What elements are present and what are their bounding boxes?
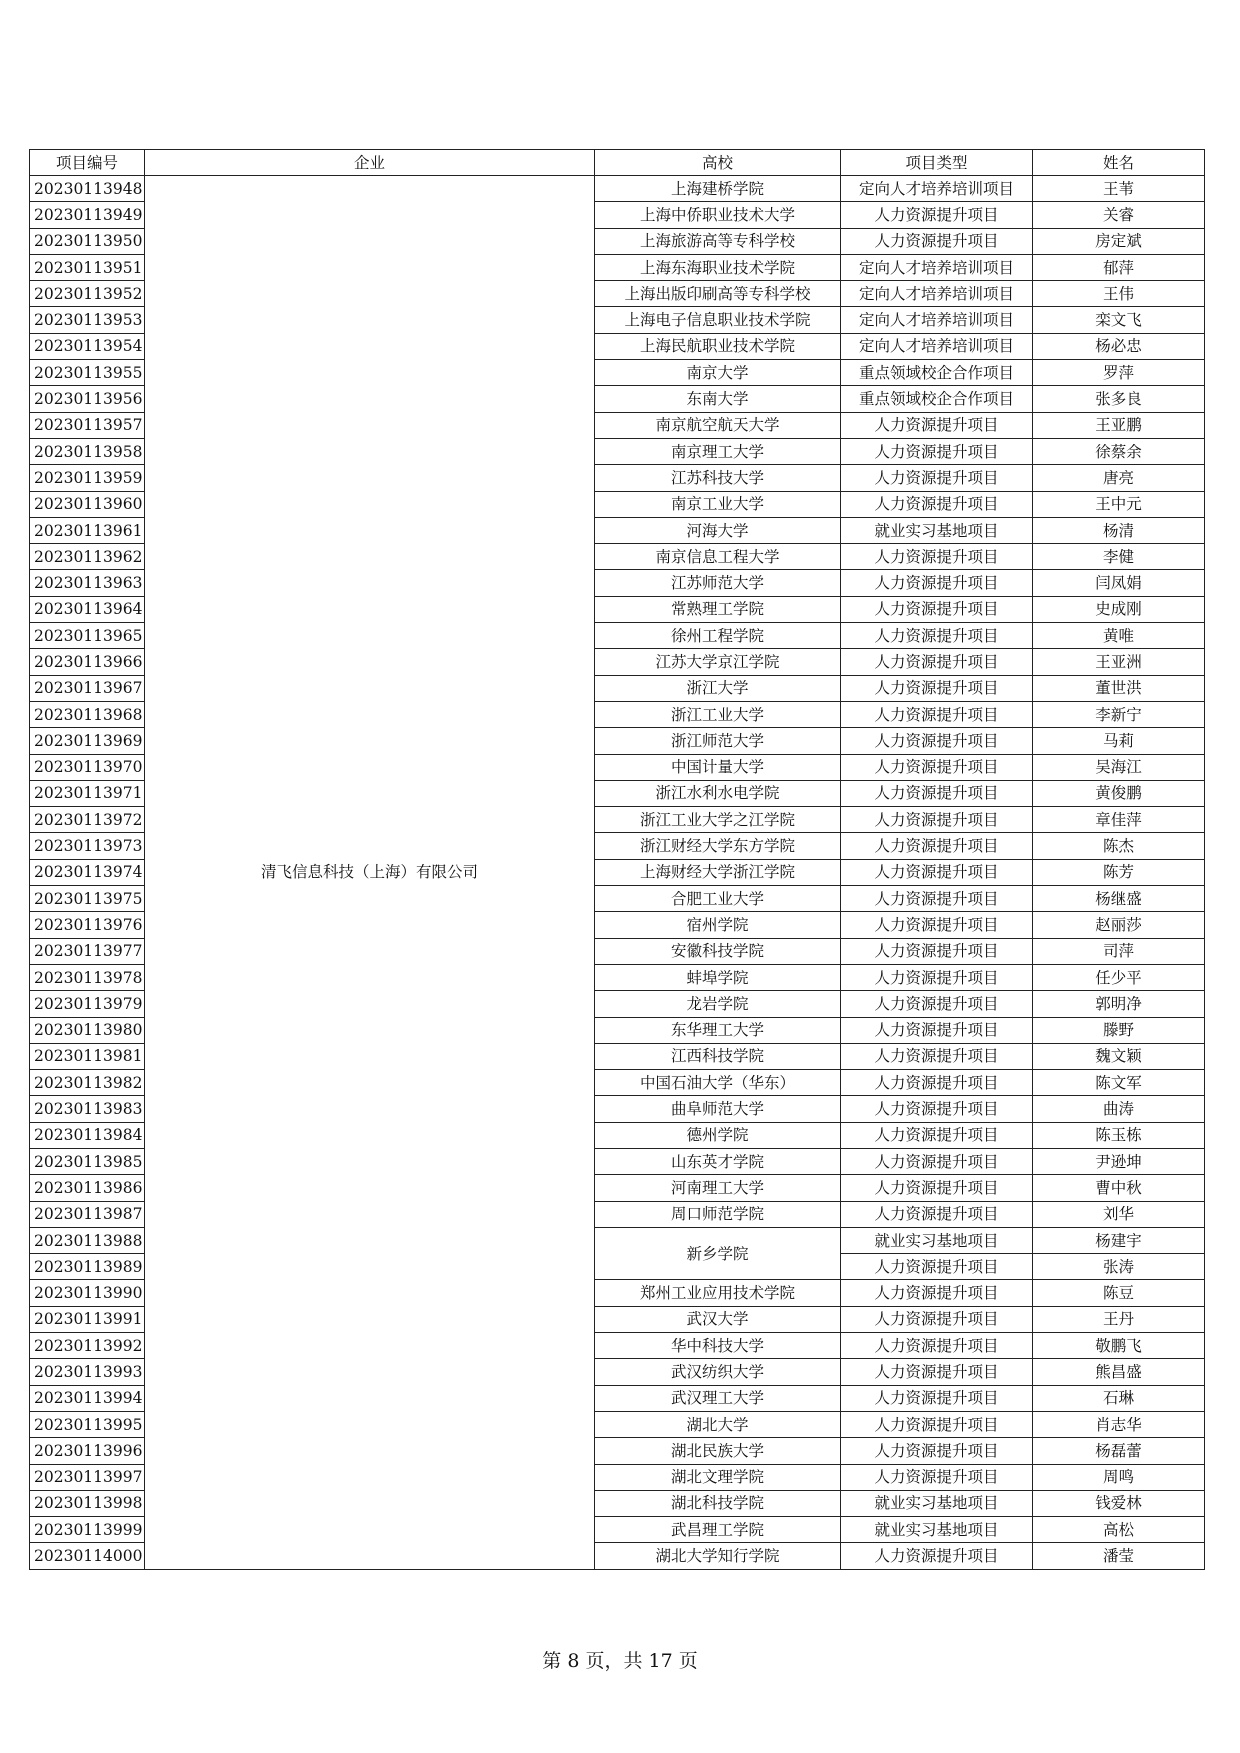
table-header-row (30, 150, 1205, 176)
project-type-cell: 人力资源提升项目 (841, 1201, 1033, 1227)
project-type-cell: 人力资源提升项目 (841, 675, 1033, 701)
person-name-cell: 史成刚 (1033, 596, 1205, 622)
project-type-cell: 人力资源提升项目 (841, 1411, 1033, 1437)
school-cell: 湖北大学 (595, 1411, 841, 1437)
project-id-cell: 20230113964 (30, 596, 145, 622)
project-id-cell: 20230113994 (30, 1385, 145, 1411)
person-name-cell: 王亚鹏 (1033, 412, 1205, 438)
person-name-cell: 赵丽莎 (1033, 912, 1205, 938)
school-cell: 湖北大学知行学院 (595, 1543, 841, 1569)
school-cell: 东华理工大学 (595, 1017, 841, 1043)
person-name-cell: 郭明净 (1033, 991, 1205, 1017)
project-type-cell: 定向人才培养培训项目 (841, 307, 1033, 333)
person-name-cell: 王伟 (1033, 281, 1205, 307)
project-id-cell: 20230113948 (30, 176, 145, 202)
header-name: 姓名 (1033, 150, 1205, 176)
project-id-cell: 20230113962 (30, 544, 145, 570)
school-cell: 上海东海职业技术学院 (595, 254, 841, 280)
project-id-cell: 20230113984 (30, 1122, 145, 1148)
project-type-cell: 人力资源提升项目 (841, 1070, 1033, 1096)
school-cell: 德州学院 (595, 1122, 841, 1148)
project-type-cell: 人力资源提升项目 (841, 570, 1033, 596)
school-cell: 常熟理工学院 (595, 596, 841, 622)
school-cell: 上海建桥学院 (595, 176, 841, 202)
project-id-cell: 20230113960 (30, 491, 145, 517)
project-id-cell: 20230113996 (30, 1438, 145, 1464)
project-type-cell: 人力资源提升项目 (841, 1148, 1033, 1174)
person-name-cell: 关睿 (1033, 202, 1205, 228)
person-name-cell: 肖志华 (1033, 1411, 1205, 1437)
header-company: 企业 (145, 150, 595, 176)
school-cell: 南京工业大学 (595, 491, 841, 517)
school-cell: 湖北文理学院 (595, 1464, 841, 1490)
person-name-cell: 杨清 (1033, 517, 1205, 543)
project-id-cell: 20230113979 (30, 991, 145, 1017)
person-name-cell: 陈芳 (1033, 859, 1205, 885)
project-type-cell: 人力资源提升项目 (841, 728, 1033, 754)
person-name-cell: 马莉 (1033, 728, 1205, 754)
person-name-cell: 魏文颖 (1033, 1043, 1205, 1069)
project-id-cell: 20230113997 (30, 1464, 145, 1490)
project-id-cell: 20230113967 (30, 675, 145, 701)
project-type-cell: 人力资源提升项目 (841, 1254, 1033, 1280)
project-type-cell: 人力资源提升项目 (841, 701, 1033, 727)
project-id-cell: 20230113959 (30, 465, 145, 491)
company-cell: 清飞信息科技（上海）有限公司 (145, 176, 595, 1570)
project-type-cell: 定向人才培养培训项目 (841, 254, 1033, 280)
project-type-cell: 人力资源提升项目 (841, 1359, 1033, 1385)
project-type-cell: 人力资源提升项目 (841, 544, 1033, 570)
project-id-cell: 20230113952 (30, 281, 145, 307)
project-type-cell: 人力资源提升项目 (841, 438, 1033, 464)
project-table (29, 149, 1205, 1570)
project-id-cell: 20230113998 (30, 1490, 145, 1516)
project-type-cell: 人力资源提升项目 (841, 1543, 1033, 1569)
school-cell: 合肥工业大学 (595, 886, 841, 912)
person-name-cell: 尹逊坤 (1033, 1148, 1205, 1174)
person-name-cell: 石琳 (1033, 1385, 1205, 1411)
person-name-cell: 杨建宇 (1033, 1227, 1205, 1253)
project-type-cell: 人力资源提升项目 (841, 1175, 1033, 1201)
project-type-cell: 人力资源提升项目 (841, 1438, 1033, 1464)
school-cell: 武汉纺织大学 (595, 1359, 841, 1385)
school-cell: 上海中侨职业技术大学 (595, 202, 841, 228)
school-cell: 浙江工业大学之江学院 (595, 807, 841, 833)
project-id-cell: 20230113985 (30, 1148, 145, 1174)
person-name-cell: 周鸣 (1033, 1464, 1205, 1490)
school-cell: 南京大学 (595, 360, 841, 386)
project-type-cell: 人力资源提升项目 (841, 1280, 1033, 1306)
project-type-cell: 人力资源提升项目 (841, 465, 1033, 491)
school-cell: 郑州工业应用技术学院 (595, 1280, 841, 1306)
project-id-cell: 20230113951 (30, 254, 145, 280)
person-name-cell: 房定斌 (1033, 228, 1205, 254)
school-cell: 武昌理工学院 (595, 1517, 841, 1543)
school-cell: 中国石油大学（华东） (595, 1070, 841, 1096)
project-id-cell: 20230113986 (30, 1175, 145, 1201)
school-cell: 中国计量大学 (595, 754, 841, 780)
project-type-cell: 人力资源提升项目 (841, 596, 1033, 622)
project-id-cell: 20230113992 (30, 1333, 145, 1359)
project-id-cell: 20230113976 (30, 912, 145, 938)
school-cell: 新乡学院 (595, 1227, 841, 1280)
school-cell: 徐州工程学院 (595, 623, 841, 649)
project-id-cell: 20230113995 (30, 1411, 145, 1437)
person-name-cell: 栾文飞 (1033, 307, 1205, 333)
person-name-cell: 王亚洲 (1033, 649, 1205, 675)
project-type-cell: 人力资源提升项目 (841, 886, 1033, 912)
person-name-cell: 黄唯 (1033, 623, 1205, 649)
project-type-cell: 人力资源提升项目 (841, 938, 1033, 964)
project-id-cell: 20230114000 (30, 1543, 145, 1569)
person-name-cell: 曹中秋 (1033, 1175, 1205, 1201)
person-name-cell: 曲涛 (1033, 1096, 1205, 1122)
person-name-cell: 杨继盛 (1033, 886, 1205, 912)
person-name-cell: 李健 (1033, 544, 1205, 570)
project-id-cell: 20230113993 (30, 1359, 145, 1385)
school-cell: 河海大学 (595, 517, 841, 543)
project-type-cell: 人力资源提升项目 (841, 228, 1033, 254)
project-id-cell: 20230113957 (30, 412, 145, 438)
project-type-cell: 定向人才培养培训项目 (841, 176, 1033, 202)
project-id-cell: 20230113958 (30, 438, 145, 464)
project-type-cell: 人力资源提升项目 (841, 991, 1033, 1017)
school-cell: 浙江水利水电学院 (595, 780, 841, 806)
project-id-cell: 20230113968 (30, 701, 145, 727)
person-name-cell: 李新宁 (1033, 701, 1205, 727)
person-name-cell: 高松 (1033, 1517, 1205, 1543)
project-type-cell: 人力资源提升项目 (841, 202, 1033, 228)
person-name-cell: 董世洪 (1033, 675, 1205, 701)
school-cell: 上海旅游高等专科学校 (595, 228, 841, 254)
school-cell: 浙江工业大学 (595, 701, 841, 727)
person-name-cell: 王苇 (1033, 176, 1205, 202)
project-id-cell: 20230113978 (30, 964, 145, 990)
person-name-cell: 唐亮 (1033, 465, 1205, 491)
school-cell: 龙岩学院 (595, 991, 841, 1017)
project-id-cell: 20230113971 (30, 780, 145, 806)
school-cell: 江苏科技大学 (595, 465, 841, 491)
school-cell: 蚌埠学院 (595, 964, 841, 990)
project-id-cell: 20230113973 (30, 833, 145, 859)
school-cell: 河南理工大学 (595, 1175, 841, 1201)
person-name-cell: 王丹 (1033, 1306, 1205, 1332)
project-type-cell: 人力资源提升项目 (841, 807, 1033, 833)
person-name-cell: 吴海江 (1033, 754, 1205, 780)
person-name-cell: 滕野 (1033, 1017, 1205, 1043)
project-id-cell: 20230113988 (30, 1227, 145, 1253)
person-name-cell: 任少平 (1033, 964, 1205, 990)
project-type-cell: 重点领域校企合作项目 (841, 386, 1033, 412)
project-type-cell: 人力资源提升项目 (841, 1043, 1033, 1069)
project-type-cell: 人力资源提升项目 (841, 623, 1033, 649)
person-name-cell: 敬鹏飞 (1033, 1333, 1205, 1359)
project-id-cell: 20230113956 (30, 386, 145, 412)
school-cell: 湖北科技学院 (595, 1490, 841, 1516)
school-cell: 江苏大学京江学院 (595, 649, 841, 675)
school-cell: 湖北民族大学 (595, 1438, 841, 1464)
person-name-cell: 潘莹 (1033, 1543, 1205, 1569)
person-name-cell: 熊昌盛 (1033, 1359, 1205, 1385)
project-id-cell: 20230113974 (30, 859, 145, 885)
school-cell: 曲阜师范大学 (595, 1096, 841, 1122)
project-id-cell: 20230113972 (30, 807, 145, 833)
project-type-cell: 人力资源提升项目 (841, 1096, 1033, 1122)
project-id-cell: 20230113975 (30, 886, 145, 912)
project-id-cell: 20230113999 (30, 1517, 145, 1543)
person-name-cell: 徐蔡余 (1033, 438, 1205, 464)
project-id-cell: 20230113953 (30, 307, 145, 333)
project-type-cell: 重点领域校企合作项目 (841, 360, 1033, 386)
project-type-cell: 人力资源提升项目 (841, 1385, 1033, 1411)
project-id-cell: 20230113965 (30, 623, 145, 649)
project-type-cell: 就业实习基地项目 (841, 1490, 1033, 1516)
school-cell: 武汉大学 (595, 1306, 841, 1332)
school-cell: 浙江师范大学 (595, 728, 841, 754)
project-type-cell: 人力资源提升项目 (841, 859, 1033, 885)
person-name-cell: 王中元 (1033, 491, 1205, 517)
header-project-type: 项目类型 (841, 150, 1033, 176)
project-type-cell: 人力资源提升项目 (841, 754, 1033, 780)
project-type-cell: 人力资源提升项目 (841, 1306, 1033, 1332)
table-row (30, 176, 1205, 202)
school-cell: 周口师范学院 (595, 1201, 841, 1227)
page-footer: 第 8 页，共 17 页 (542, 1650, 698, 1672)
project-type-cell: 人力资源提升项目 (841, 1333, 1033, 1359)
project-id-cell: 20230113983 (30, 1096, 145, 1122)
project-type-cell: 就业实习基地项目 (841, 1227, 1033, 1253)
person-name-cell: 杨磊蕾 (1033, 1438, 1205, 1464)
person-name-cell: 张涛 (1033, 1254, 1205, 1280)
project-type-cell: 就业实习基地项目 (841, 1517, 1033, 1543)
project-id-cell: 20230113949 (30, 202, 145, 228)
person-name-cell: 郁萍 (1033, 254, 1205, 280)
header-school: 高校 (595, 150, 841, 176)
school-cell: 上海出版印刷高等专科学校 (595, 281, 841, 307)
project-id-cell: 20230113980 (30, 1017, 145, 1043)
school-cell: 浙江财经大学东方学院 (595, 833, 841, 859)
school-cell: 江苏师范大学 (595, 570, 841, 596)
person-name-cell: 陈豆 (1033, 1280, 1205, 1306)
person-name-cell: 陈杰 (1033, 833, 1205, 859)
project-id-cell: 20230113977 (30, 938, 145, 964)
project-id-cell: 20230113987 (30, 1201, 145, 1227)
project-id-cell: 20230113991 (30, 1306, 145, 1332)
school-cell: 武汉理工大学 (595, 1385, 841, 1411)
project-type-cell: 人力资源提升项目 (841, 912, 1033, 938)
project-id-cell: 20230113963 (30, 570, 145, 596)
project-type-cell: 人力资源提升项目 (841, 833, 1033, 859)
project-id-cell: 20230113970 (30, 754, 145, 780)
school-cell: 上海电子信息职业技术学院 (595, 307, 841, 333)
school-cell: 宿州学院 (595, 912, 841, 938)
school-cell: 上海民航职业技术学院 (595, 333, 841, 359)
person-name-cell: 章佳萍 (1033, 807, 1205, 833)
project-type-cell: 人力资源提升项目 (841, 412, 1033, 438)
project-id-cell: 20230113954 (30, 333, 145, 359)
project-id-cell: 20230113961 (30, 517, 145, 543)
project-type-cell: 人力资源提升项目 (841, 491, 1033, 517)
project-id-cell: 20230113955 (30, 360, 145, 386)
school-cell: 南京信息工程大学 (595, 544, 841, 570)
project-type-cell: 人力资源提升项目 (841, 1464, 1033, 1490)
project-id-cell: 20230113990 (30, 1280, 145, 1306)
project-type-cell: 人力资源提升项目 (841, 964, 1033, 990)
school-cell: 东南大学 (595, 386, 841, 412)
table-body (30, 176, 1205, 1570)
person-name-cell: 张多良 (1033, 386, 1205, 412)
school-cell: 南京航空航天大学 (595, 412, 841, 438)
person-name-cell: 刘华 (1033, 1201, 1205, 1227)
header-project-id: 项目编号 (30, 150, 145, 176)
person-name-cell: 黄俊鹏 (1033, 780, 1205, 806)
project-id-cell: 20230113969 (30, 728, 145, 754)
project-id-cell: 20230113981 (30, 1043, 145, 1069)
person-name-cell: 闫凤娟 (1033, 570, 1205, 596)
project-type-cell: 定向人才培养培训项目 (841, 281, 1033, 307)
person-name-cell: 陈文军 (1033, 1070, 1205, 1096)
project-id-cell: 20230113966 (30, 649, 145, 675)
person-name-cell: 罗萍 (1033, 360, 1205, 386)
person-name-cell: 钱爱林 (1033, 1490, 1205, 1516)
project-type-cell: 人力资源提升项目 (841, 1017, 1033, 1043)
school-cell: 江西科技学院 (595, 1043, 841, 1069)
project-type-cell: 定向人才培养培训项目 (841, 333, 1033, 359)
project-id-cell: 20230113982 (30, 1070, 145, 1096)
project-type-cell: 人力资源提升项目 (841, 1122, 1033, 1148)
project-type-cell: 人力资源提升项目 (841, 780, 1033, 806)
person-name-cell: 杨必忠 (1033, 333, 1205, 359)
person-name-cell: 陈玉栋 (1033, 1122, 1205, 1148)
project-id-cell: 20230113950 (30, 228, 145, 254)
school-cell: 浙江大学 (595, 675, 841, 701)
school-cell: 华中科技大学 (595, 1333, 841, 1359)
person-name-cell: 司萍 (1033, 938, 1205, 964)
project-id-cell: 20230113989 (30, 1254, 145, 1280)
school-cell: 南京理工大学 (595, 438, 841, 464)
school-cell: 安徽科技学院 (595, 938, 841, 964)
school-cell: 上海财经大学浙江学院 (595, 859, 841, 885)
project-type-cell: 就业实习基地项目 (841, 517, 1033, 543)
project-type-cell: 人力资源提升项目 (841, 649, 1033, 675)
school-cell: 山东英才学院 (595, 1148, 841, 1174)
